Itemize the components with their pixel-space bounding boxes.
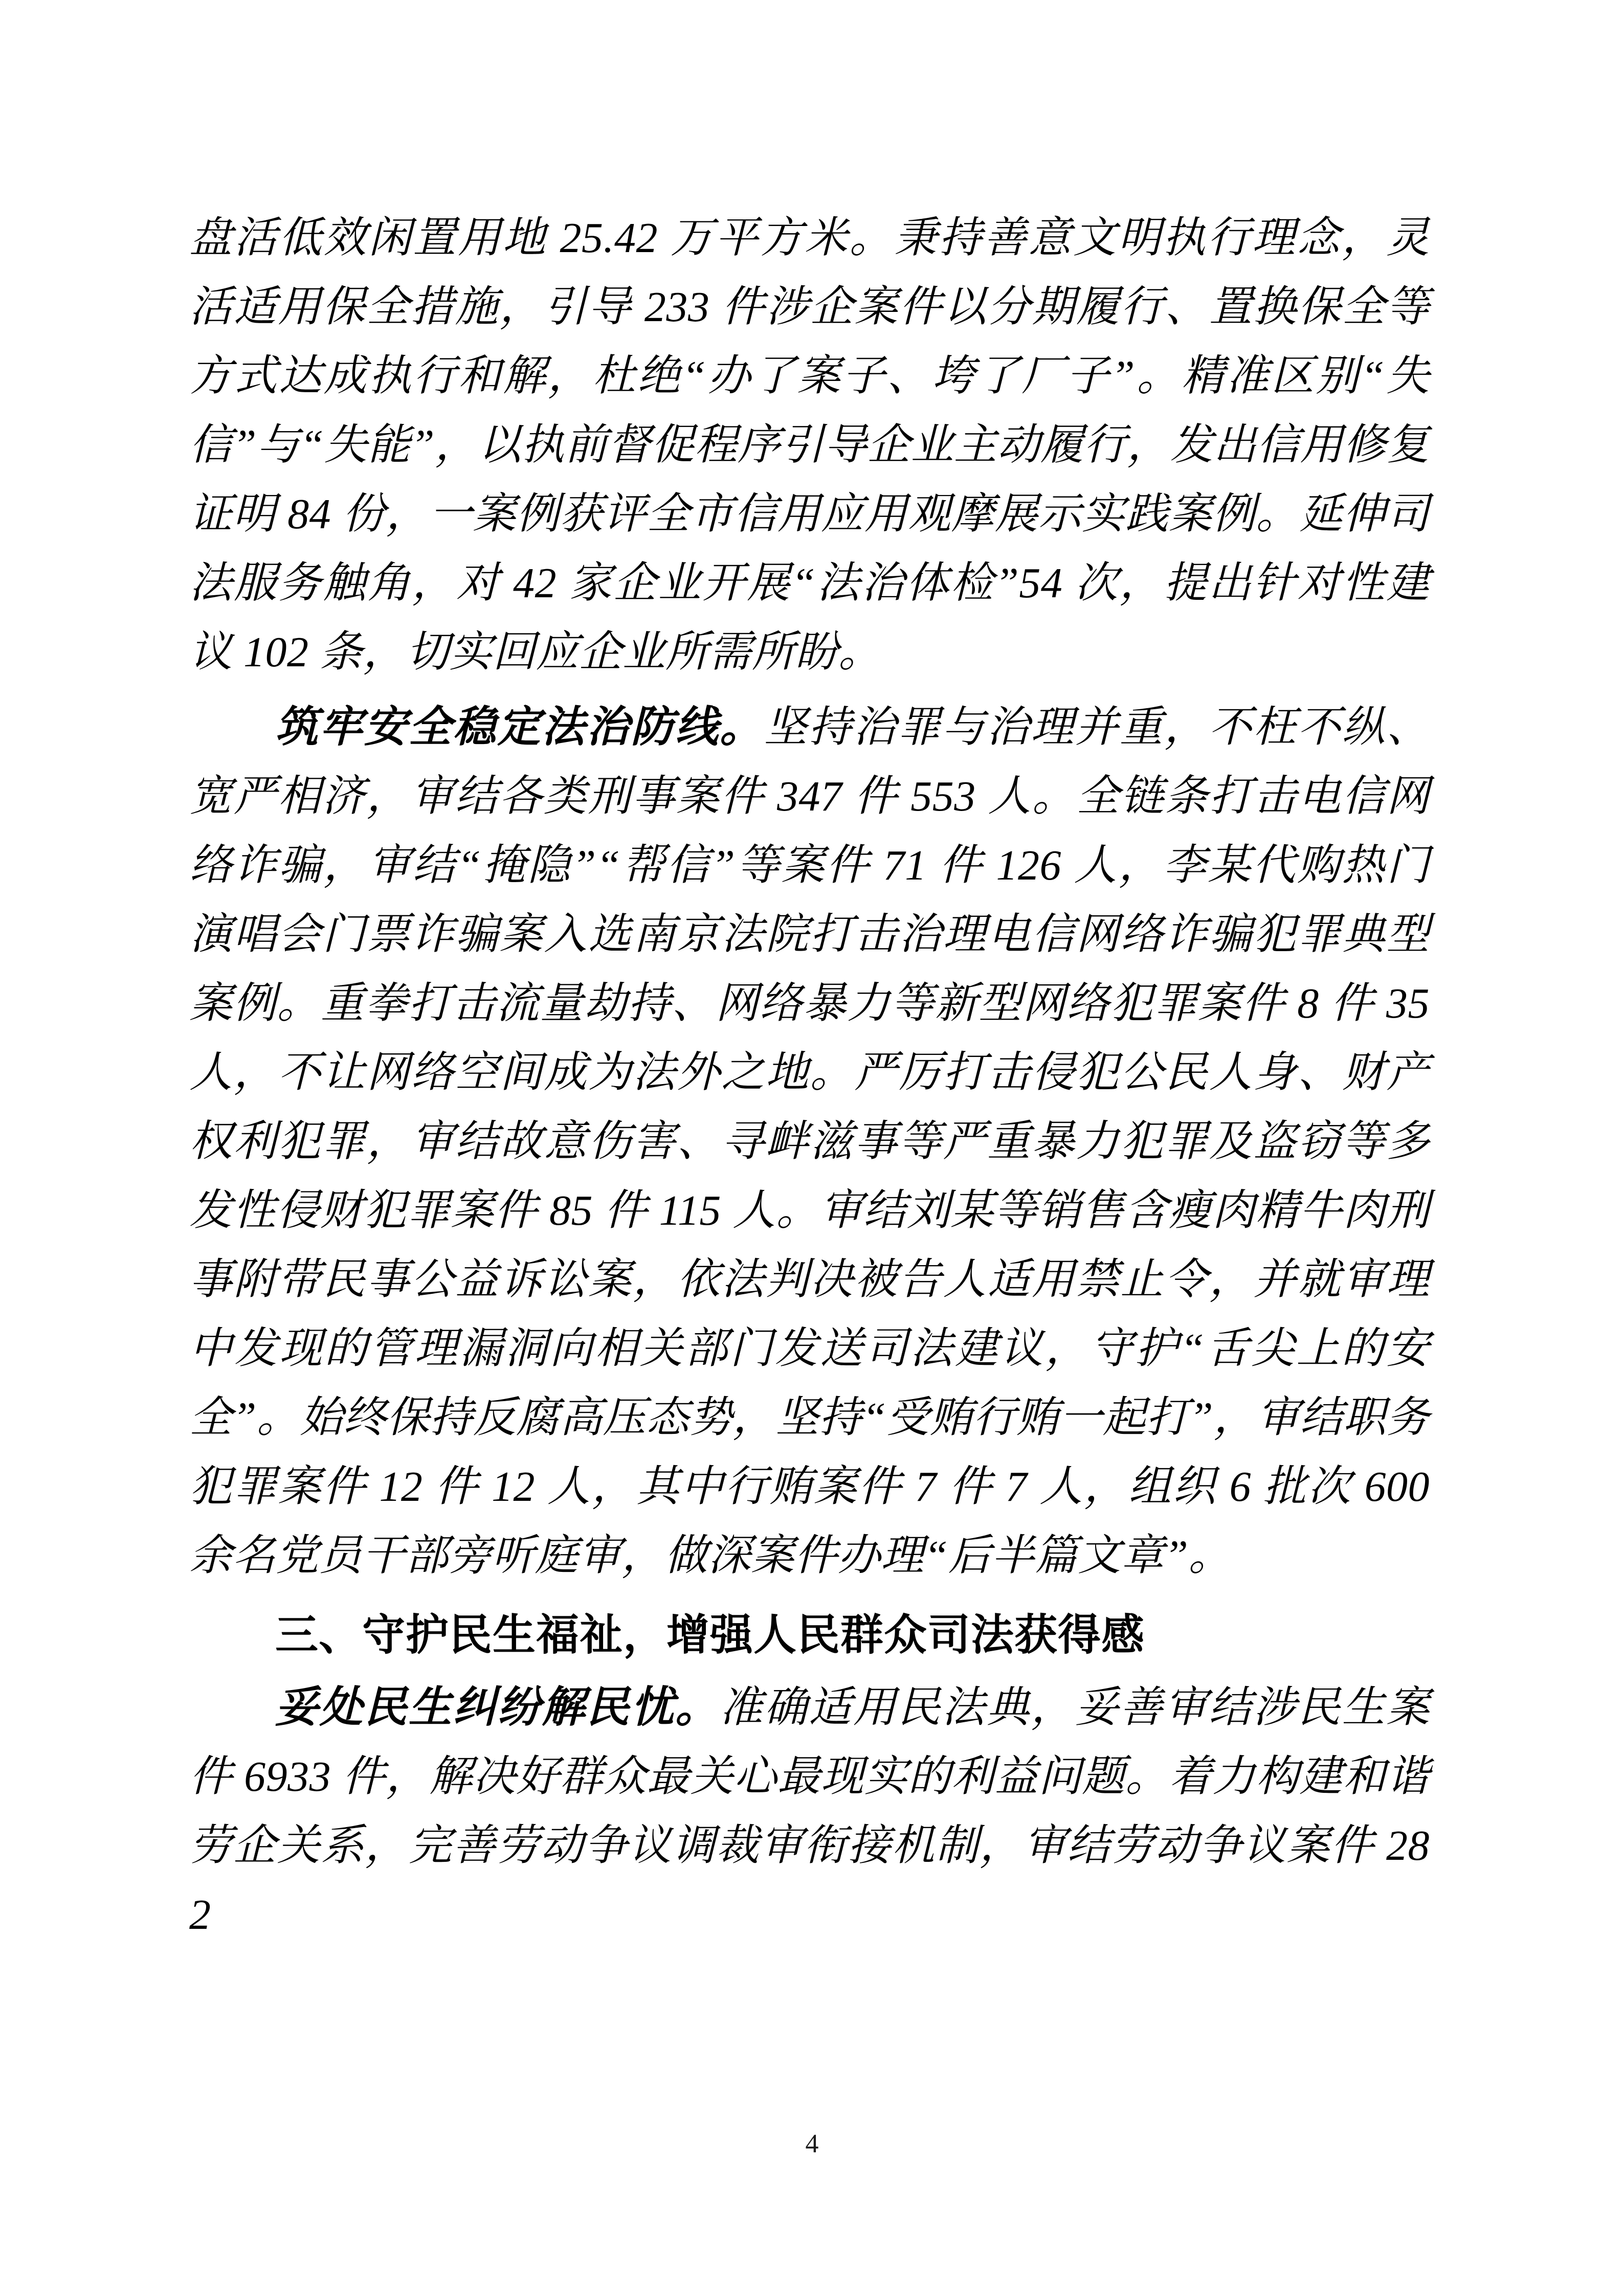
- paragraph-spacer: [189, 1590, 1430, 1596]
- paragraph-continued-enterprise-service: [189, 204, 1430, 687]
- paragraph-text: 坚持治罪与治理并重，不枉不纵、宽严相济，审结各类刑事案件 347 件 553 人。全链条打击电信网络诈骗，审结“掩隐”“帮信”等案件 71 件 126 人，李某代购热门演唱会门票诈骗案入选南京法院打击治理电信网络诈骗犯罪典型案例。重拳打击流量劫持、网络暴力等新型网络犯罪案件 8 件 35 人，不让网络空间成为法外之地。严厉打击侵犯公民人身、财产权利犯罪，审结故意伤害、寻衅滋事等严重暴力犯罪及盗窃等多发性侵财犯罪案件 85 件 115 人。审结刘某等销售含瘦肉精牛肉刑事附带民事公益诉讼案，依法判决被告人适用禁止令，并就审理中发现的管理漏洞向相关部门发送司法建议，守护“舌尖上的安全”。始终保持反腐高压态势，坚持“受贿行贿一起打”，审结职务犯罪案件 12 件 12 人，其中行贿案件 7 件 7 人，组织 6 批次 600 余名党员干部旁听庭审，做深案件办理“后半篇文章”。: [189, 704, 1430, 1580]
- paragraph-text: 盘活低效闲置用地 25.42 万平方米。秉持善意文明执行理念，灵活适用保全措施，引导 233 件涉企案件以分期履行、置换保全等方式达成执行和解，杜绝“办了案子、垮了厂子”。精准区别“失信”与“失能”，以执前督促程序引导企业主动履行，发出信用修复证明 84 份，一案例获评全市信用应用观摩展示实践案例。延伸司法服务触角，对 42 家企业开展“法治体检”54 次，提出针对性建议 102 条，切实回应企业所需所盼。: [189, 214, 1430, 676]
- paragraph-text: 准确适用民法典，妥善审结涉民生案件 6933 件，解决好群众最关心最现实的利益问题。着力构建和谐劳企关系，完善劳动争议调裁审衔接机制，审结劳动争议案件 282: [189, 1684, 1430, 1939]
- paragraph-security-stability: [189, 693, 1430, 1590]
- page-number: 4: [805, 2129, 819, 2158]
- section-heading-three: 三、守护民生福祉，增强人民群众司法获得感: [275, 1611, 1145, 1659]
- paragraph-livelihood-disputes: [189, 1673, 1430, 1949]
- paragraph-lead-in: 筑牢安全稳定法治防线。: [275, 704, 764, 751]
- paragraph-spacer: [189, 687, 1430, 693]
- page-body: [189, 204, 1430, 1949]
- paragraph-lead-in: 妥处民生纠纷解民忧。: [275, 1684, 720, 1731]
